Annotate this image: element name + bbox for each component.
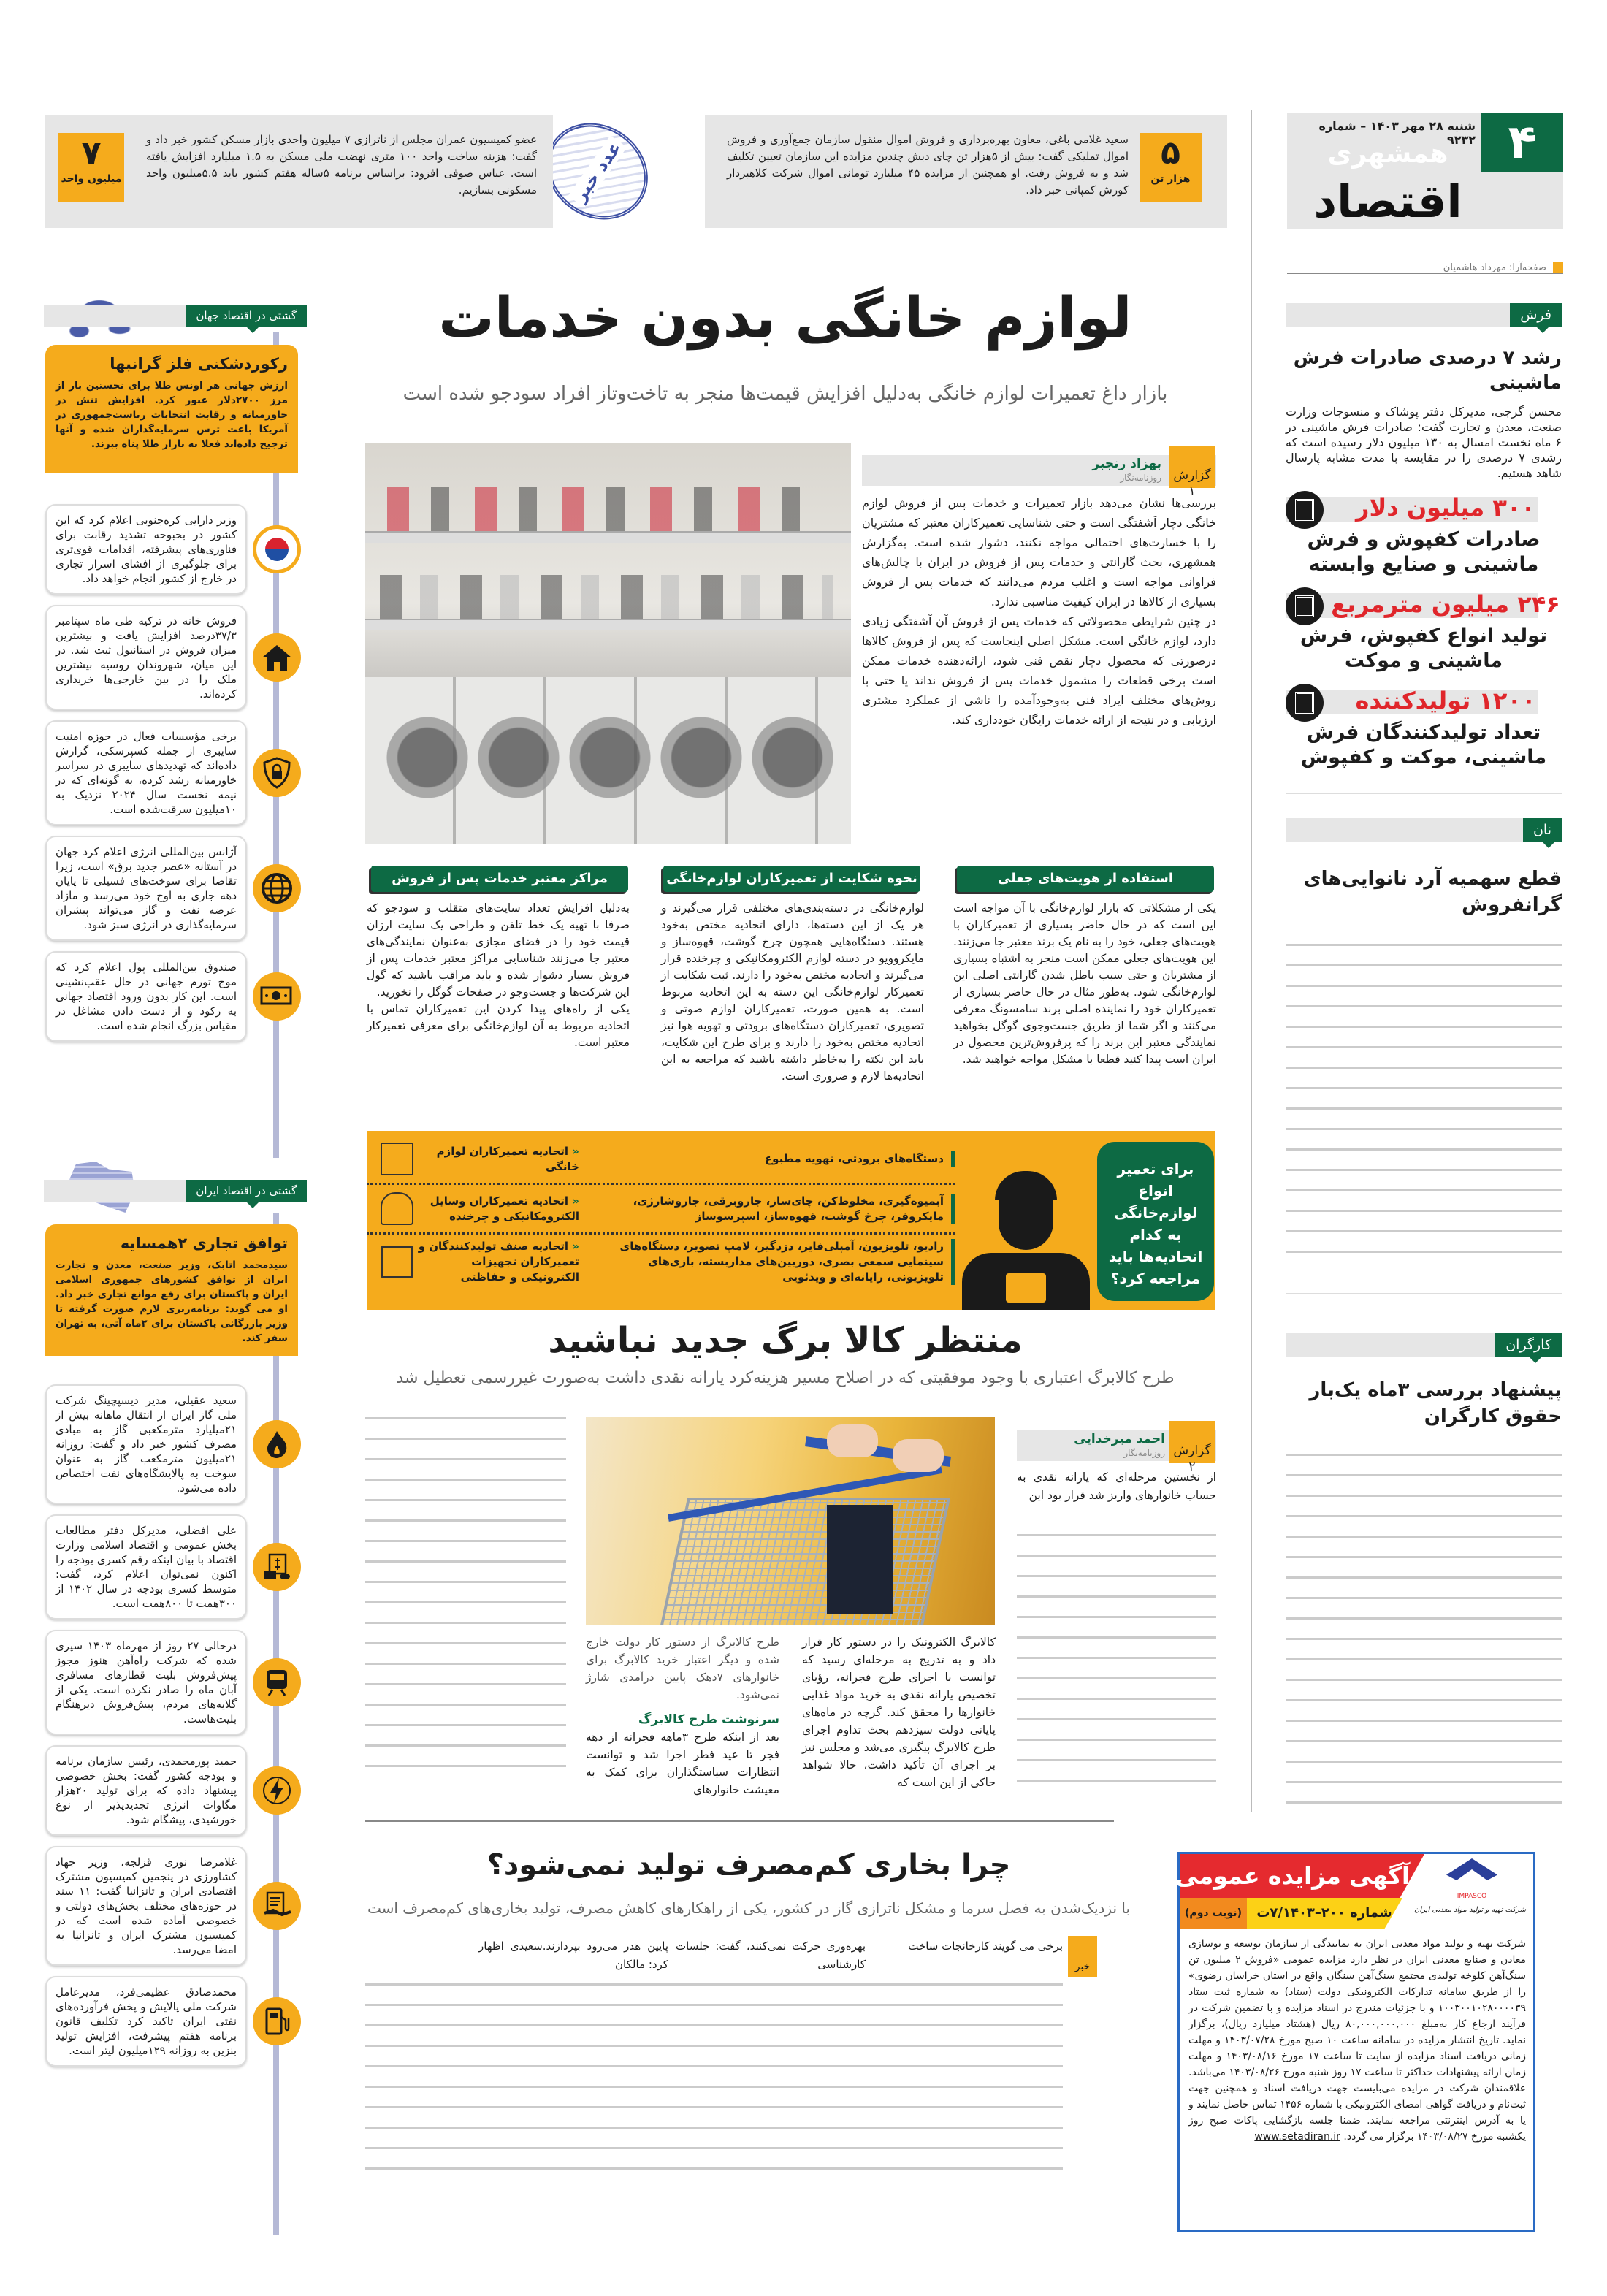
logo-text: IMPASCO — [1457, 1893, 1487, 1900]
train-icon — [253, 1658, 301, 1706]
report2-col1-cont — [1017, 1534, 1216, 1782]
feature-title: رکوردشکنی فلز گرانبها — [110, 355, 288, 373]
item-text: وزیر دارایی کره‌جنوبی اعلام کرد که این کشور در بحبوحه تشدید رقابت برای فناوری‌های پیشرفته، اقدامات قوی‌تری برای جلوگیری از افشای اسرار تجاری در خارج از کشور انجام خواهد داد. — [56, 514, 237, 585]
column-body: به‌دلیل افزایش تعداد سایت‌های متقلب و سودجو که صرفا با تهیه یک خط تلفن و طراحی یک سایت ارزان قیمت خود را در فضای مجازی به‌عنوان نمایندگی‌های معتبر جا می‌زنند شناسایی مراکز معتبر خدمات پس از فروش بسیار دشوار شده و باید مراقب باشید که گول این شرکت‌ها و جست‌وجو در صفحات گوگل را نخورید. یکی از راه‌های پیدا کردن این تعمیرکاران تماس با اتحادیه مربوط به آن لوازم‌خانگی برای معرفی تعمیرکار معتبر است. — [367, 901, 630, 1049]
question-bubble — [1097, 1142, 1214, 1301]
shopping-cart-photo — [586, 1417, 995, 1625]
money-icon — [253, 972, 301, 1021]
item-text: درحالی ۲۷ روز از مهرماه ۱۴۰۳ سپری شده که شرکت راه‌آهن هنوز مجوز پیش‌فروش بلیت قطارهای مسافری آبان ماه را صادر نکرده است. یکی از گلایه‌های مردم، پیش‌فروش دیرهنگام بلیت‌هاست. — [56, 1639, 237, 1725]
infographic-union: « اتحادیه تعمیرکاران وسایل الکترومکانیکی و چرخنده — [430, 1194, 579, 1223]
news-card — [45, 1745, 247, 1836]
workers-section-bar — [1286, 1333, 1562, 1357]
world-section-bar — [44, 305, 307, 327]
ad-round: (نوبت دوم) — [1185, 1907, 1242, 1919]
infographic-union: « اتحادیه تعمیرکاران لوازم خانگی — [436, 1144, 579, 1173]
workers-tag: کارگران — [1495, 1333, 1562, 1357]
stat-3 — [1286, 684, 1562, 770]
repairman-icon — [962, 1171, 1090, 1310]
ad-body-text: شرکت تهیه و تولید مواد معدنی ایران به نمایندگی از سازمان توسعه و نوسازی معادن و صنایع معدنی ایران در نظر دارد مزایده عمومی «فروش ۲ میلیون تن سنگ‌آهن کلوخه تولیدی مجتمع سنگ‌آهن سنگان واقع در استان خراسان رضوی» را از طریق سامانه تدارکات الکترونیکی دولت (ستاد) به شماره ثبت ستاد ۱۰۰۳۰۰۱۰۲۸۰۰۰۰۳۹ و با جزئیات مندرج در اسناد مزایده و با تضمین شرکت در فرآیند ارجاع کار به‌مبلغ ۸۰,۰۰۰,۰۰۰,۰۰۰ ریال (هشتاد میلیارد ریال)، برگزار نماید. تاریخ انتشار مزایده در سامانه ساعت ۱۰ صبح مورخ ۱۴۰۳/۰۷/۲۸ و مهلت زمانی دریافت اسناد مزایده از سایت تا ساعت ۱۷ مورخ ۱۴۰۳/۰۸/۱۶ و مهلت زمان ارائه پیشنهادات حداکثر تا ساعت ۱۷ روز شنبه مورخ ۱۴۰۳/۰۸/۲۶ می‌باشد. علاقمندان شرکت در مزایده می‌بایست جهت دریافت اسناد و همچنین جهت ثبت‌نام و دریافت گواهی امضای الکترونیکی با شماره ۱۴۵۶ تماس حاصل نمایند و یا به آدرس اینترنتی مراجعه نمایند. ضمنا جلسه بازگشایی پاکات صبح روز یکشنبه مورخ ۱۴۰۳/۰۸/۲۷ برگزار می گردد. — [1188, 1938, 1527, 2143]
story3-subtitle: با نزدیک‌شدن به فصل سرما و مشکل ناترازی گاز در کشور، یکی از راهکارهای کاهش مصرف، تولید بخاری‌های کم‌مصرف است — [367, 1899, 1131, 1917]
story3-label: خبر — [1068, 1936, 1097, 1977]
news-card — [45, 1514, 247, 1620]
report2-col3-group — [586, 1633, 779, 1799]
story2-subtitle: طرح کالابرگ اعتباری با وجود موفقیتی که در اصلاح مسیر هزینه‌کرد یارانه نقدی داشت به‌صورت غیررسمی تعطیل شد — [396, 1369, 1175, 1387]
fuel-pump-icon — [253, 1997, 301, 2045]
iran-feature — [45, 1224, 298, 1356]
stat-2 — [1286, 587, 1562, 674]
world-feature — [45, 345, 298, 473]
question-text: برای تعمیر انواع لوازم‌خانگی به کدام اتحادیه‌ها باید مراجعه کرد؟ — [1108, 1160, 1203, 1287]
item-text: آژانس بین‌المللی انرژی اعلام کرد جهان در آستانه «عصر جدید برق» است، زیرا تقاضا برای سوخت‌های فسیلی تا پایان دهه جاری به اوج خود می‌رسد و مازاد عرضه نفت و گاز می‌تواند پیشران سرمایه‌گذاری در انرژی سبز شود. — [56, 845, 237, 931]
story3-body — [365, 1983, 1063, 2184]
news-card — [45, 836, 247, 941]
bread-body — [1286, 944, 1562, 1258]
carpet-icon — [1286, 587, 1324, 625]
section-divider — [365, 1820, 1114, 1822]
lightning-icon — [253, 1766, 301, 1815]
iran-tag: گشتی در اقتصاد ایران — [186, 1180, 307, 1202]
news-card — [45, 504, 247, 595]
column-heading-service-centers: مراکز معتبر خدمات پس از فروش — [371, 866, 628, 892]
infographic-row — [367, 1185, 955, 1235]
item-text: حمید پورمحمدی، رئیس سازمان برنامه و بودجه کشور گفت: بخش خصوصی پیشنهاد داده که برای تولید ۲۰هزار مگاوات انرژی تجدیدپذیر از نوع خورشیدی، پیشگام شود. — [56, 1755, 237, 1826]
infographic-devices: آبمیوه‌گیری، مخلوط‌کن، چای‌ساز، جاروبرقی، جاروشارژی، مایکروفر، چرخ گوشت، قهوه‌ساز، اسپرسوساز — [589, 1194, 955, 1224]
column-body: یکی از مشکلاتی که بازار لوازم‌خانگی با آن مواجه است این است که در حال حاضر بسیاری از تعمیرکاران با هویت‌های جعلی، خود را به نام یک برند معتبر جا می‌زنند. این هویت‌های جعلی ممکن است منجر به اشتباه بسیاری از مشتریان و حتی سبب باطل شدن گارانتی اصلی این لوازم‌خانگی شود. به‌طور مثال در حال حاضر بسیاری از تعمیرکاران خود را نماینده اصلی برند سامسونگ معرفی می‌کنند و اگر شما از طریق جست‌وجوی گوگل بخواهید نمایندگی معتبر این برند را که پرفروش‌ترین محصول در ایران است پیدا کنید قطعا با مشکل مواجه خواهید شد. — [953, 901, 1216, 1066]
world-news-item — [45, 504, 301, 595]
section-title: اقتصاد — [1313, 175, 1462, 228]
report2-author: احمد میرخدایی — [1074, 1432, 1165, 1446]
stat-value: ۲۴۶ میلیون مترمربع — [1331, 590, 1560, 618]
report1-author: بهزاد رنجبر — [1092, 457, 1161, 471]
report2-col3b: بعد از اینکه طرح ۳ماهه فجرانه از دهه فجر تا عید فطر اجرا شد و توانست انتظارات سیاستگذاران برای کمک به معیشت خانوارهای — [586, 1731, 779, 1796]
world-news-list — [45, 504, 301, 1042]
world-tag: گشتی در اقتصاد جهان — [186, 305, 307, 327]
column-body: لوازم‌خانگی در دسته‌بندی‌های مختلفی قرار می‌گیرند و هر یک از این دسته‌ها، دارای اتحادیه مختص به‌خود هستند. دستگاه‌هایی همچون چرخ گوشت، قهوه‌ساز و مایکروویو در دسته لوازم الکترومکانیکی و چرخنده قرار می‌گیرند و اتحادیه مختص به‌خود را دارند. ثبت شکایت از تعمیرکار لوازم‌خانگی این دسته به این اتحادیه مربوط است. به همین صورت، تعمیرکاران لوازم صوتی و تصویری، تعمیرکاران دستگاه‌های برودتی و تهویه هوا نیز اتحادیه مختص به‌خود را دارند و برای طرح این شکایت، باید این نکته را به‌خاطر داشته باشید که مراجعه به این اتحادیه‌ها لازم و ضروری است. — [661, 901, 924, 1083]
budget-icon — [253, 1543, 301, 1591]
badge-unit: هزار تن — [1150, 173, 1191, 185]
carpet-title: رشد ۷ درصدی صادرات فرش ماشینی — [1293, 347, 1562, 394]
world-news-item — [45, 605, 301, 710]
iran-news-item — [45, 1384, 301, 1504]
ad-title: آگهی مزایده عمومی — [1175, 1862, 1410, 1890]
item-text: صندوق بین‌المللی پول اعلام کرد که موج تورم جهانی در حال عقب‌نشینی است. این کار بدون ورود اقتصاد جهانی به رکود و از دست دادن مشاغل در مقیاس بزرگ انجام شده است. — [56, 961, 237, 1032]
story3-col: برخی می گویند کارخانجات ساخت — [908, 1940, 1063, 1953]
world-news-item — [45, 951, 301, 1042]
infographic-row — [367, 1135, 955, 1185]
globe-icon — [253, 864, 301, 912]
report2-subhead: سرنوشت طرح کالابرگ — [638, 1712, 779, 1727]
story3-col: بهره‌وری حرکت نمی‌کنند، گفت: جلسات کارشناسی — [676, 1940, 866, 1971]
stat-value: ۳۰۰ میلیون دلار — [1356, 494, 1535, 522]
bread-tag: نان — [1523, 818, 1562, 842]
news-card — [45, 720, 247, 825]
report1-role: روزنامه‌نگار — [1120, 473, 1161, 483]
impasco-logo — [1446, 1858, 1497, 1895]
report2-col1: از نخستین مرحله‌ای که یارانه نقدی به حساب خانوارهای واریز شد قرار بود این — [1017, 1471, 1216, 1502]
carpet-icon — [1286, 684, 1324, 722]
iran-section-bar — [44, 1180, 307, 1202]
union-name: اتحادیه تعمیرکاران لوازم خانگی — [436, 1144, 579, 1173]
stat-desc: تعداد تولیدکنندگان فرش ماشینی، موکت و کفپوش — [1300, 721, 1547, 768]
world-news-item — [45, 836, 301, 941]
item-text: غلامرضا نوری قزلجه، وزیر جهاد کشاورزی در پنجمین کمیسیون مشترک اقتصادی ایران و تانزانیا گفت: ۱۱ سند در حوزه‌های مختلف بخش‌های دولتی و خصوصی آماده شده است که در کمیسیون مشترک ایران و تانزانیا به امضا می‌رسد. — [56, 1856, 237, 1956]
ad-body — [1188, 1936, 1526, 2145]
carpet-section-bar — [1286, 303, 1562, 327]
top-news-left-badge — [58, 133, 124, 202]
iran-news-list — [45, 1384, 301, 2067]
item-text: علی افضلی، مدیرکل دفتر مطالعات بخش عمومی و اقتصاد اسلامی وزارت اقتصاد با بیان اینکه رقم کسری بودجه را اکنون نمی‌توان اعلام کرد، گفت: متوسط کسری بودجه در سال ۱۴۰۲ از ۳۰۰همت تا ۸۰۰همت است. — [56, 1524, 237, 1610]
ad-url[interactable]: www.setadiran.ir — [1254, 2131, 1340, 2143]
korea-flag-icon — [253, 525, 301, 573]
designer-credit — [1287, 259, 1563, 274]
item-text: سعید عقیلی، مدیر دیسپچینگ شرکت ملی گاز ایران از انتقال ماهانه بیش از ۲۱میلیارد مترمکعبی گاز به مبادی مصرف کشور خبر داد و گفت: روزانه ۲۱میلیون مترمکعب گاز به عنوان سوخت به پالایشگاه‌های نفت اختصاص داده می‌شود. — [56, 1394, 237, 1495]
infographic-union: « اتحادیه صنف تولیدکنندگان و تعمیرکاران تجهیزات الکترونیکی و حفاظتی — [418, 1240, 579, 1284]
item-text: محمدصادق عظیمی‌فرد، مدیرعامل شرکت ملی پالایش و پخش فرآورده‌های نفتی ایران تاکید کرد تکلیف قانون برنامه هفتم پیشرفت، افزایش تولید بنزین به روزانه ۱۲۹میلیون لیتر است. — [56, 1986, 237, 2057]
badge-number: ۵ — [1161, 134, 1180, 172]
iran-news-item — [45, 1630, 301, 1735]
story3-col: پایین هدر می‌رود بپردازند.سعیدی اظهار کرد: مالکان — [478, 1940, 668, 1971]
issue-date: شنبه ۲۸ مهر ۱۴۰۳ – شماره ۹۲۳۲ — [1318, 119, 1476, 147]
shield-lock-icon — [253, 749, 301, 797]
paper-logo: همشهری — [1327, 139, 1448, 169]
blender-icon — [381, 1192, 413, 1225]
union-name: اتحادیه صنف تولیدکنندگان و تعمیرکاران تجهیزات الکترونیکی و حفاظتی — [418, 1240, 579, 1284]
top-news-left-text: عضو کمیسیون عمران مجلس از ناترازی ۷ میلیون واحدی بازار مسکن کشور خبر داد و گفت: هزینه ساخت واحد ۱۰۰ متری نهضت ملی مسکن به ۱.۵ میلیارد افزایش یافته است. عباس صوفی افزود: براساس برنامه ۵ساله هفتم کشور باید ۵.۵میلیون واحد مسکونی بسازیم. — [146, 133, 537, 197]
carpet-tag: فرش — [1510, 303, 1562, 327]
news-card — [45, 951, 247, 1042]
workers-title: پیشنهاد بررسی ۳ماه یک‌بار حقوق کارگران — [1309, 1379, 1562, 1427]
agreement-icon — [253, 1882, 301, 1930]
stamp-text: عدد خبر — [568, 135, 627, 207]
news-card — [45, 1846, 247, 1966]
badge-unit: میلیون واحد — [61, 173, 122, 185]
divider — [1286, 1293, 1562, 1294]
iran-news-item — [45, 1976, 301, 2067]
main-subtitle: بازار داغ تعمیرات لوازم خانگی به‌دلیل افزایش قیمت‌ها منجر به تاخت‌وتاز افراد سودجو شده است — [402, 383, 1168, 405]
stat-1 — [1286, 491, 1562, 577]
top-news-right-badge — [1140, 133, 1202, 202]
house-icon — [253, 633, 301, 682]
column-heading-complaint: نحوه شکایت از تعمیرکاران لوازم‌خانگی — [663, 866, 920, 892]
carpet-section — [1286, 303, 1562, 770]
feature-text: سیدمحمد اتابک، وزیر صنعت، معدن و تجارت ایران از توافق کشورهای جمهوری اسلامی ایران و پاکستان برای رفع موانع تجاری خبر داد. او می گوید: برنامه‌ریزی لازم صورت گرفته تا وزیر بازرگانی پاکستان برای ۲ماه آتی، به تهران سفر کند. — [56, 1259, 288, 1344]
workers-body — [1286, 1454, 1562, 1808]
news-card — [45, 605, 247, 710]
infographic-row — [367, 1235, 955, 1289]
report2-role: روزنامه‌نگار — [1123, 1448, 1165, 1458]
top-news-right-text: سعید غلامی باغی، معاون بهره‌برداری و فروش اموال منقول سازمان جمع‌آوری و فروش اموال تملیکی گفت: بیش از ۵هزار تن چای دبش چندین مزایده این سازمان تعیین تکلیف شد و به فروش رفت. او همچنین از مزایده ۴۵ میلیارد تومانی اموال شرکت کلاهبردار کورش کمپانی خبر داد. — [727, 133, 1129, 197]
bread-title: قطع سهمیه آرد نانوایی‌های گرانفروش — [1303, 868, 1562, 916]
story2-headline: منتظر کالا برگ جدید نباشید — [548, 1320, 1023, 1361]
report2-col4 — [365, 1417, 566, 1782]
divider — [1286, 793, 1562, 794]
report2-label: گزارش ۲ — [1169, 1421, 1215, 1463]
carpet-icon — [1286, 491, 1324, 529]
stat-value: ۱۲۰۰ تولیدکننده — [1355, 687, 1536, 714]
repair-unions-infographic — [367, 1131, 1215, 1310]
iran-news-item — [45, 1514, 301, 1620]
item-text: فروش خانه در ترکیه طی ماه سپتامبر ۳۷/۳درصد افزایش یافت و بیشترین میزان فروش در استانبول ثبت شد. در این میان، شهروندان روسیه بیشترین ملک را در بین خارجی‌ها خریداری کرده‌اند. — [56, 614, 237, 701]
news-card — [45, 1384, 247, 1504]
appliance-store-photo — [365, 443, 851, 844]
main-headline: لوازم خانگی بدون خدمات — [438, 285, 1132, 350]
report2-col3: طرح کالابرگ از دستور کار دولت خارج شده و دیگر اعتبار خرید کالابرگ برای خانوارهای ۷دهک پایین درآمدی شارژ نمی‌شود. — [586, 1636, 779, 1701]
badge-number: ۷ — [81, 134, 102, 172]
report2-col2: کالابرگ الکترونیک را در دستور کار قرار داد و به تدریج به مرحله‌ای رسید که توانست با اجرای طرح فجرانه، رؤیای تخصیص یارانه نقدی به خرید مواد غذایی خانوارها را محقق کند. گرچه در ماه‌های پایانی دولت سیزدهم بحث تداوم اجرای طرح کالابرگ پیگیری می‌شد و مجلس نیز بر اجرای آن تأکید داشت، حالا شواهد حاکی از این است که — [802, 1636, 996, 1789]
stat-desc: تولید انواع کفپوش، فرش ماشینی و موکت — [1299, 625, 1548, 672]
story3-headline: چرا بخاری کم‌مصرف تولید نمی‌شود؟ — [486, 1848, 1011, 1882]
tv-icon — [381, 1246, 413, 1278]
iran-news-item — [45, 1745, 301, 1836]
report1-body: بررسی‌ها نشان می‌دهد بازار تعمیرات و خدمات پس از فروش لوازم خانگی دچار آشفتگی است و حتی شناسایی تعمیرکاران معتبر که مشتریان را با خسارت‌های احتمالی مواجه نکنند، دشوار شده است. به‌گزارش همشهری، بحث گارانتی و خدمات پس از فروش در ایران با چالش‌های فراوانی مواجه است و اغلب مردم می‌دانند که خدمات پس از فروش بسیاری از کالاها در ایران کیفیت مناسبی ندارد. در چنین شرایطی محصولاتی که خدمات پس از فروش آن آشفتگی زیادی دارد، لوازم خانگی است. مشکل اصلی اینجاست که پس از فروش کالاها درصورتی که محصول دچار نقص فنی شود، ارائه‌دهنده خدمات ممکن است برخی قطعات را مشمول خدمات پس از فروش نداند یا حتی با روش‌های مختلف ایراد فنی به‌وجودآمده را ناشی از عملکرد مشتری ارزیابی و در نتیجه از ارائه خدمات رایگان خودداری کند. — [862, 496, 1216, 727]
column-heading-fake-ids: استفاده از هویت‌های جعلی — [957, 866, 1214, 892]
news-card — [45, 1976, 247, 2067]
infographic-devices: دستگاه‌های برودتی، تهویه مطبوع — [589, 1151, 955, 1167]
report1-label: گزارش ۱ — [1169, 446, 1215, 488]
feature-title: توافق تجاری ۲همسایه — [120, 1235, 288, 1252]
designer-name: صفحه‌آرا: مهرداد هاشمیان — [1440, 262, 1549, 273]
feature-text: ارزش جهانی هر اونس طلا برای نخستین بار از مرز ۲۷۰۰دلار عبور کرد. افزایش تنش در خاورمیانه و رقابت انتخابات ریاست‌جمهوری در آمریکا باعث ترس سرمایه‌گذاران شده و آنها ترجیح داده‌اند فعلا به بازار طلا پناه ببرند. — [56, 380, 288, 450]
world-news-item — [45, 720, 301, 825]
stat-desc: صادرات کفپوش و فرش ماشینی و صنایع وابسته — [1307, 528, 1541, 576]
flame-icon — [253, 1420, 301, 1468]
iran-news-item — [45, 1846, 301, 1966]
appliances-icon — [381, 1143, 413, 1175]
bread-section-bar — [1286, 818, 1562, 842]
item-text: برخی مؤسسات فعال در حوزه امنیت سایبری از جمله کسپرسکی، گزارش داده‌اند که تهدیدهای سایبری در سراسر خاورمیانه رشد کرده، به گونه‌ای که در نیمه نخست سال ۲۰۲۴ نزدیک به ۱۰میلیون سرقت‌شده است. — [56, 730, 237, 816]
infographic-devices: رادیو، تلویزیون، آمپلی‌فایر، دزدگیر، لامپ تصویر، دستگاه‌های سینمایی سمعی بصری، دوربین‌های مداربسته، بازی‌های تلویزیونی، رایانه‌ای و ویدئویی — [589, 1239, 955, 1285]
column-divider — [1251, 110, 1252, 1812]
page-number: ۴ — [1481, 113, 1563, 172]
auction-ad — [1177, 1852, 1535, 2232]
infographic-rows — [367, 1135, 955, 1289]
news-card — [45, 1630, 247, 1735]
ad-number: شماره ۲۰۰–۷/۱۴۰۳ت — [1256, 1905, 1392, 1921]
ad-company: شرکت تهیه و تولید مواد معدنی ایران — [1414, 1906, 1526, 1914]
carpet-body: محسن گرجی، مدیرکل دفتر پوشاک و منسوجات وزارت صنعت، معدن و تجارت گفت: صادرات فرش ماشینی در ۶ ماه نخست امسال به ۱۳۰ میلیون دلار رسیده است که رشدی ۷ درصدی را در مقایسه با مدت مشابه پارسال شاهد هستیم. — [1286, 405, 1562, 480]
union-name: اتحادیه تعمیرکاران وسایل الکترومکانیکی و چرخنده — [430, 1194, 579, 1223]
